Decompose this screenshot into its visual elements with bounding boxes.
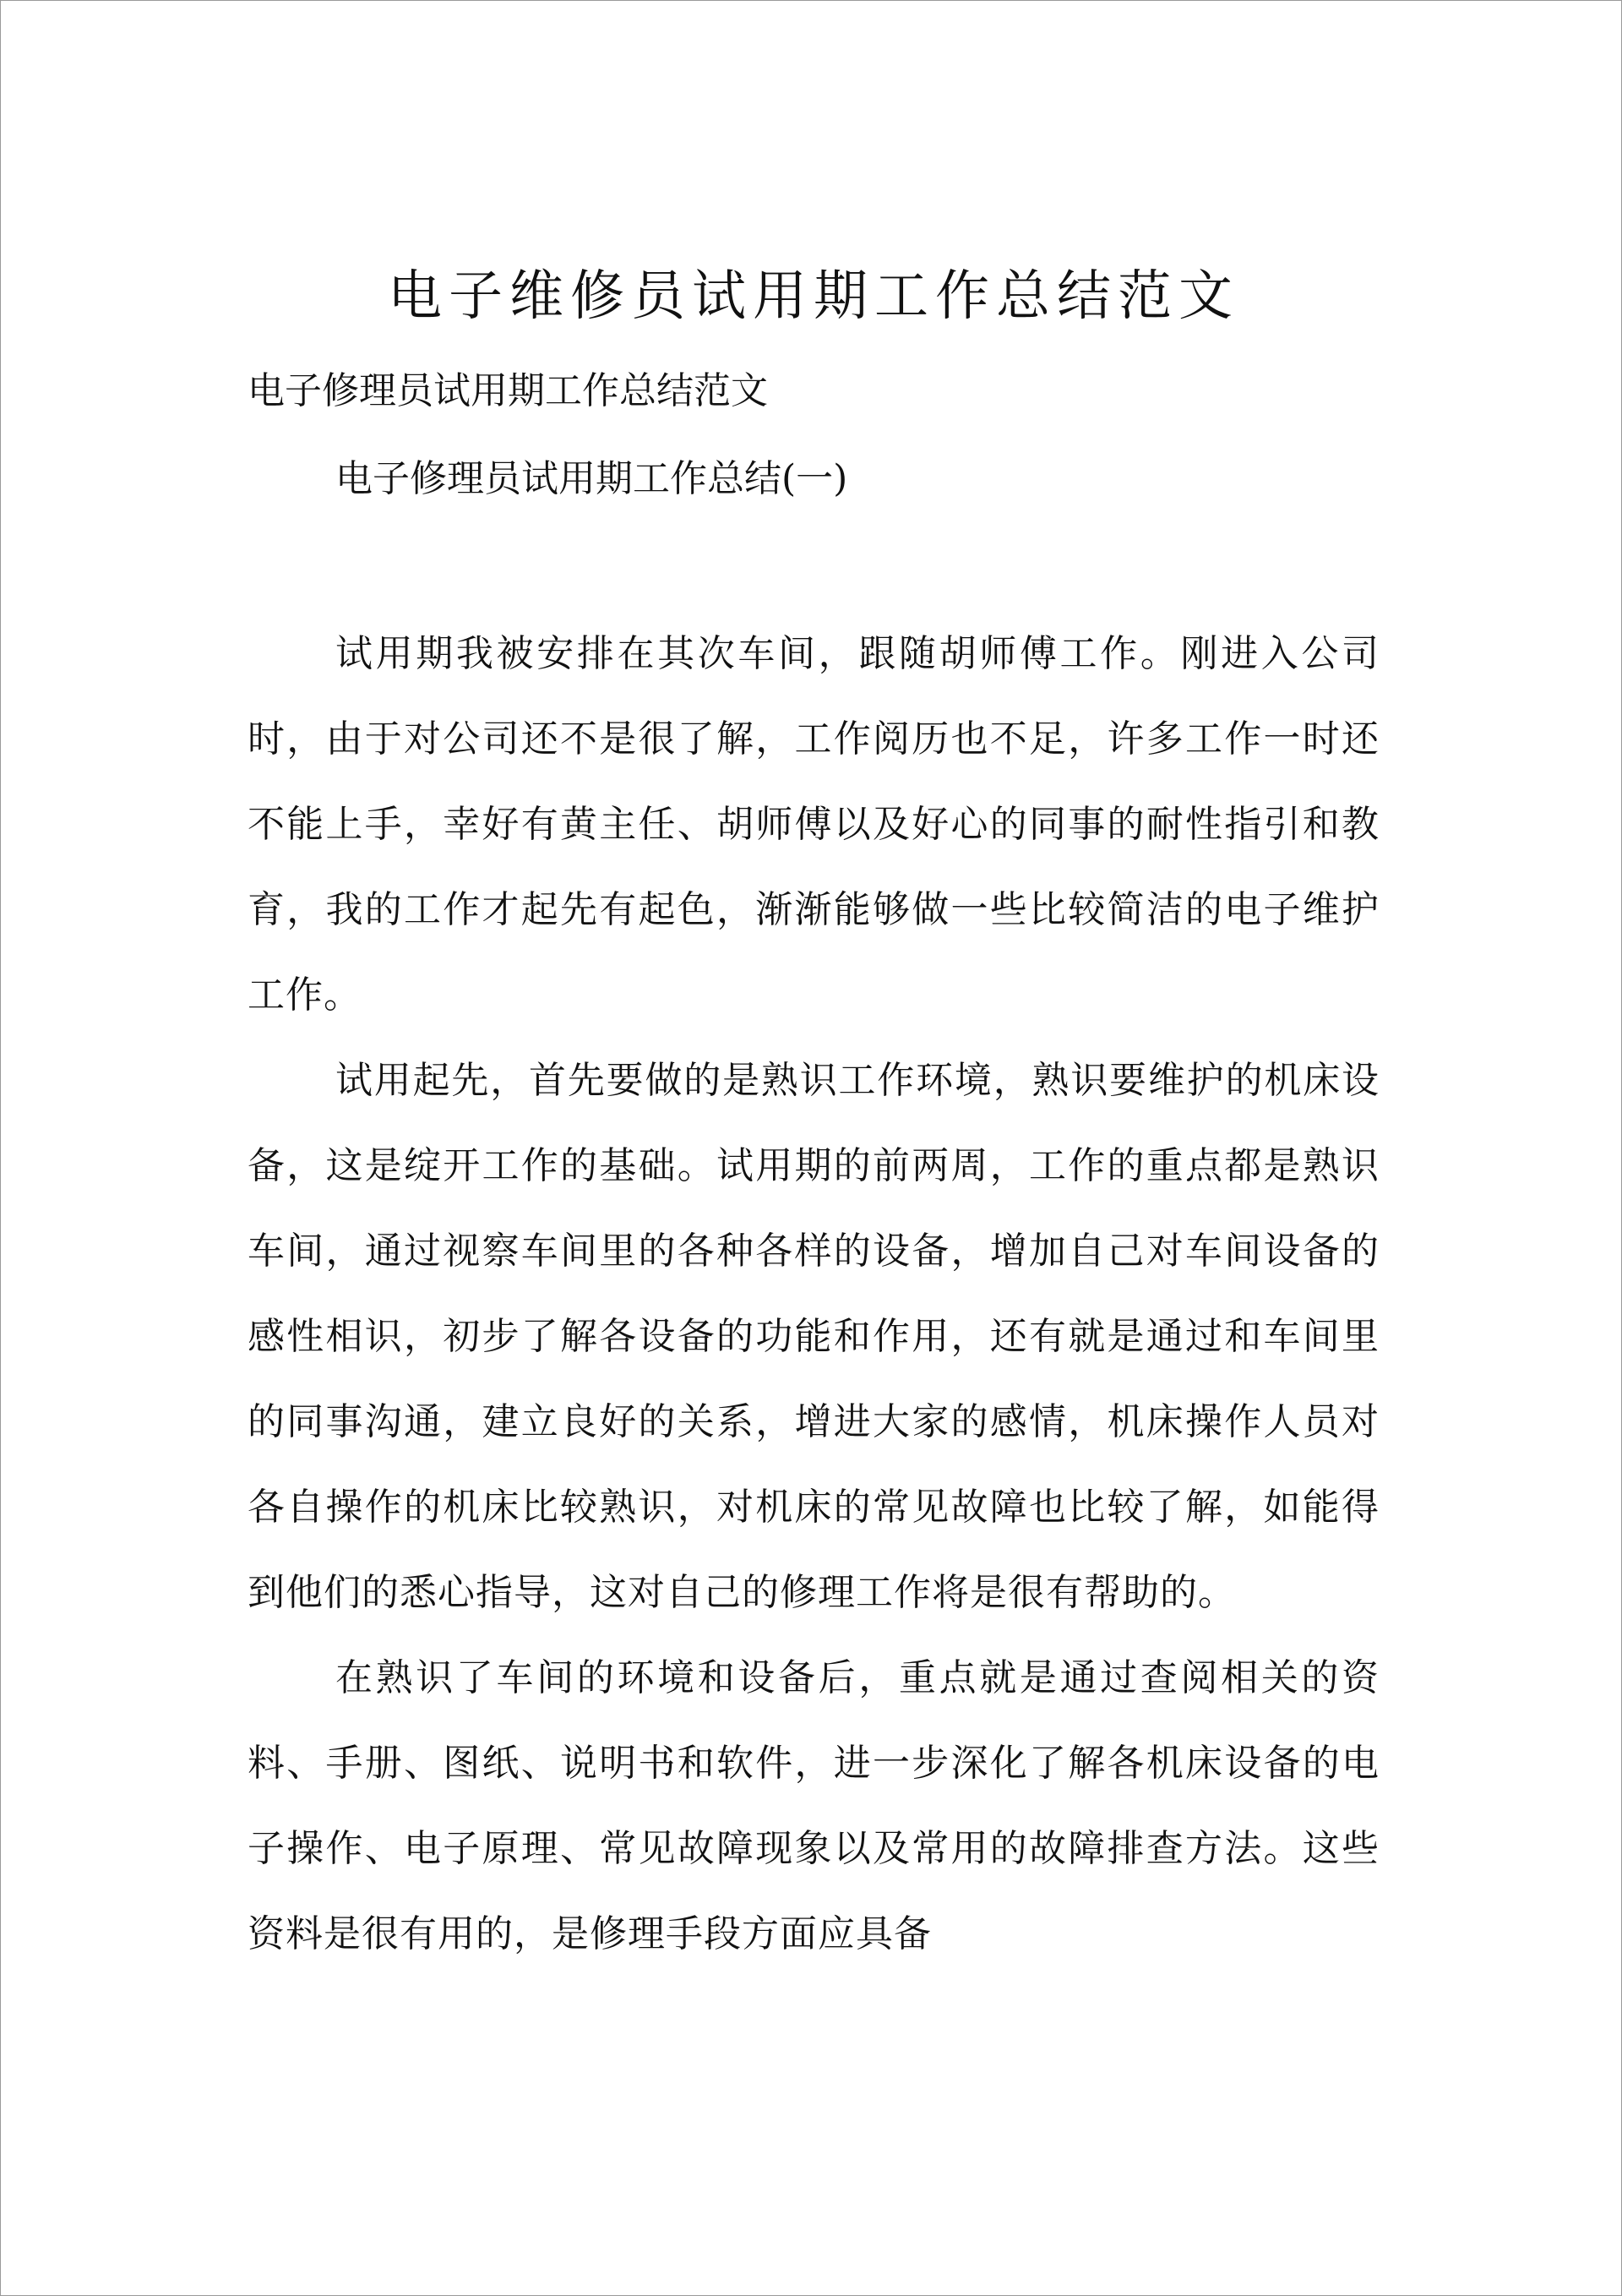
- paragraph-2: 试用起先，首先要做的是熟识工作环境，熟识要维护的机床设备，这是绽开工作的基础。试用期的前两周，工作的重点都是熟识车间，通过视察车间里的各种各样的设备，增加自己对车间设备的感性相识，初步了解各设备的功能和作用，还有就是通过和车间里的同事沟通，建立良好的关系，增进大家的感情，机床操作人员对各自操作的机床比较熟识，对机床的常见故障也比较了解，如能得到他们的悉心指导，这对自己的修理工作将是很有帮助的。: [248, 1059, 1380, 1614]
- paragraph-3: 在熟识了车间的环境和设备后，重点就是通过查阅相关的资料、手册、图纸、说明书和软件，进一步深化了解各机床设备的电子操作、电子原理、常见故障现象以及常用的故障排查方法。这些资料是很有用的，是修理手段方面应具备: [248, 1656, 1380, 1955]
- document-content: [248, 246, 1380, 1977]
- paragraph-1: 试用期我被安排在其次车间，跟随胡师傅工作。刚进入公司时，由于对公司还不是很了解，工作阅历也不足，许多工作一时还不能上手，幸好有黄主任、胡师傅以及好心的同事的耐性指引和教育，我的工作才起先有起色，渐渐能够做一些比较简洁的电子维护工作。: [248, 632, 1380, 1017]
- document-subtitle: 电子修理员试用期工作总结范文: [248, 369, 768, 412]
- section-heading: 电子修理员试用期工作总结(一): [335, 457, 848, 500]
- document-title: 电子维修员试用期工作总结范文: [388, 265, 1239, 328]
- blank-line: [248, 523, 1380, 611]
